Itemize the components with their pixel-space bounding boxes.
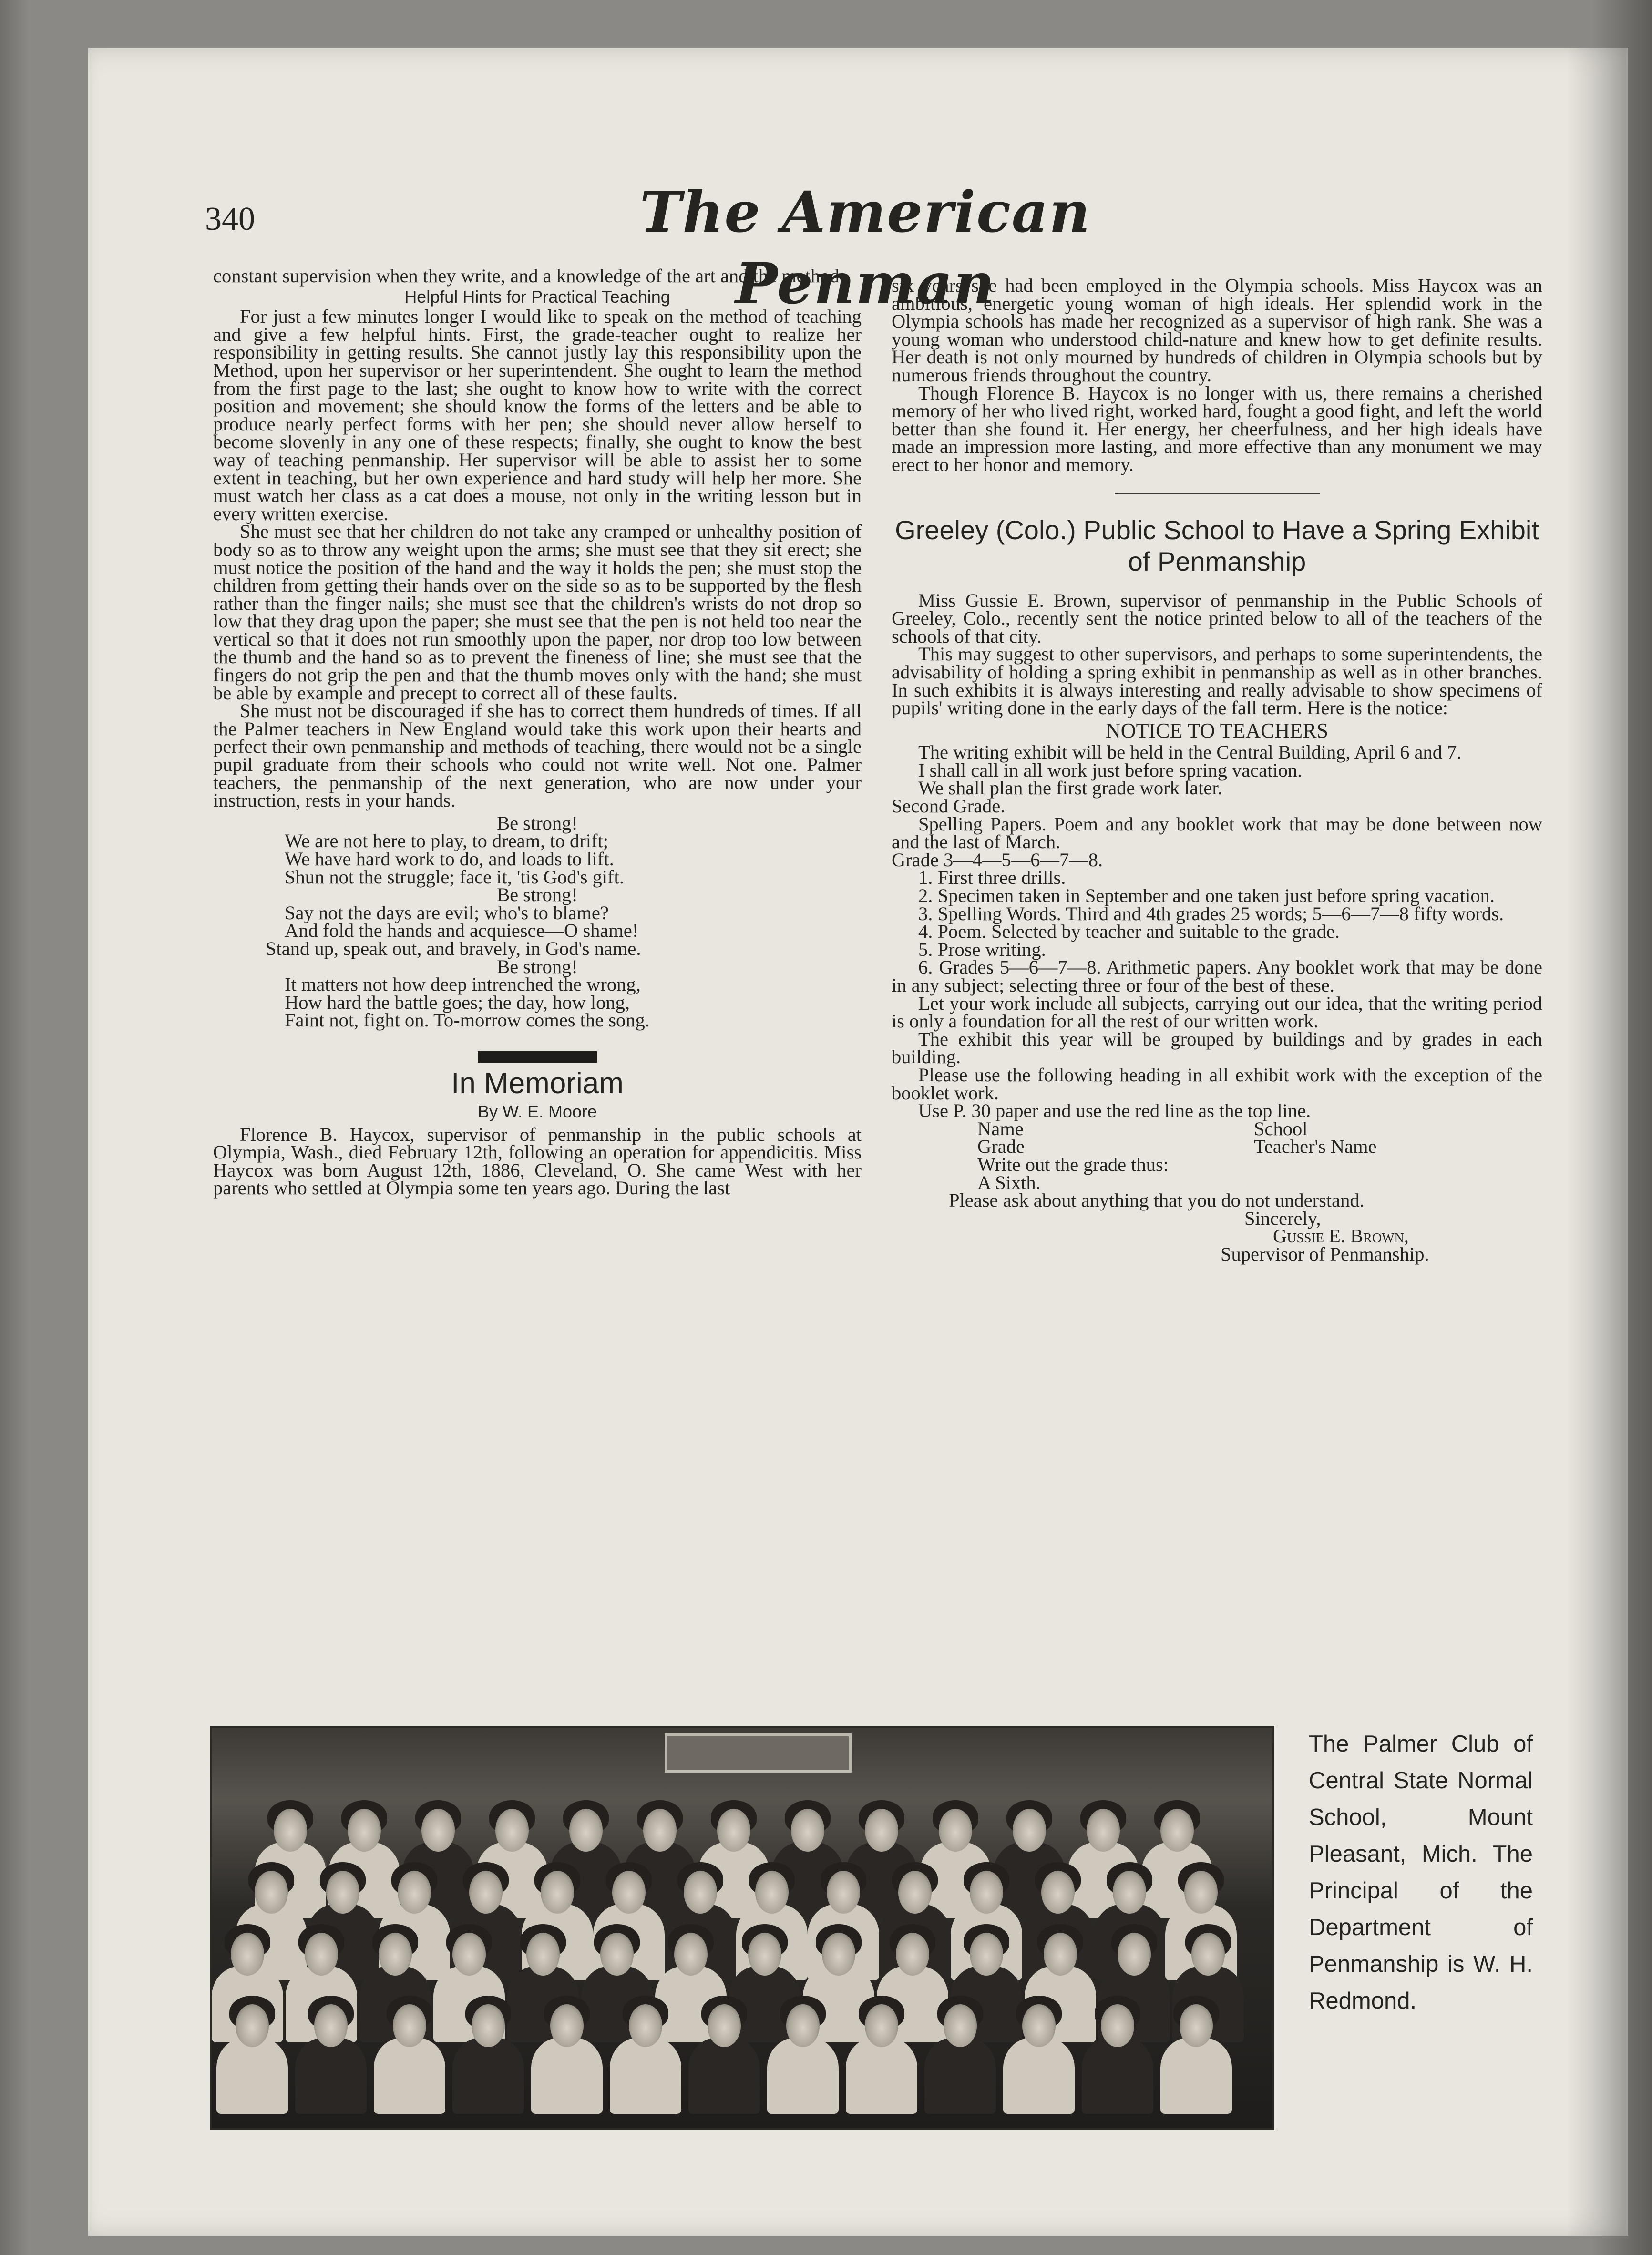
- right-column: [892, 277, 1542, 1263]
- photo-person-face: [326, 1871, 359, 1914]
- notice-line: The writing exhibit will be held in the Central Building, April 6 and 7.: [918, 741, 1462, 763]
- photo-person-face: [708, 2004, 741, 2047]
- notice-line: Second Grade.: [892, 795, 1006, 817]
- poem-line: And fold the hands and acquiesce—O shame!: [285, 920, 639, 942]
- greeley-paragraph-2: This may suggest to other supervisors, and perhaps to some superintendents, the advisability of holding a spring exhibit in penmanship as well as in other branches. In such exhibits it is always interesting and really advisable to show specimens of pupils' writing done in the early days of the fall term. Here is the notice:: [892, 643, 1542, 719]
- section-divider: [478, 1051, 597, 1063]
- notice-line: Write out the grade thus:: [977, 1153, 1169, 1175]
- photo-person-face: [674, 1933, 708, 1976]
- section-divider: [1115, 493, 1320, 494]
- photo-person-body: [452, 2038, 524, 2114]
- photo-person-face: [643, 1809, 677, 1852]
- poem-line: Shun not the struggle; face it, 'tis God's gift.: [285, 866, 625, 888]
- photo-person-face: [348, 1809, 381, 1852]
- photo-person-body: [1003, 2038, 1075, 2114]
- poem: [213, 814, 862, 1029]
- memoriam-paragraph-2: Though Florence B. Haycox is no longer with us, there remains a cherished memory of her who lived right, worked hard, fought a good fight, and left the world better than she found it. Her energy, her cheerfulness, and her high ideals have made an impression more lasting, and more effective than any monument we may erect to her honor and memory.: [892, 382, 1542, 475]
- photo-person-face: [274, 1809, 307, 1852]
- photo-person-face: [629, 2004, 662, 2047]
- photo-person-face: [822, 1933, 855, 1976]
- photo-caption: The Palmer Club of Central State Normal School, Mount Pleasant, Mich. The Principal of the Department of Penmanship is W. H. Redmond.: [1309, 1731, 1533, 2014]
- photo-person-face: [612, 1871, 646, 1914]
- photo-person-face: [1087, 1809, 1120, 1852]
- heading-fields: [892, 1138, 1542, 1156]
- photo-person-face: [236, 2004, 269, 2047]
- photo-person-face: [896, 1933, 929, 1976]
- notice-line: 1. First three drills.: [918, 867, 1066, 889]
- photo-person-body: [374, 2038, 445, 2114]
- photo-person-face: [421, 1809, 455, 1852]
- photo-person-face: [755, 1871, 789, 1914]
- photo-person-face: [786, 2004, 820, 2047]
- memoriam-continued: six years she had been employed in the Olympia schools. Miss Haycox was an ambitious, energetic young woman of high ideals. Her splendid work in the Olympia schools has made her recognized as a supervisor of high rank. She was a young woman who understood child-nature and knew how to get definite results. Her death is not only mourned by hundreds of children in Olympia schools but by numerous friends throughout the country.: [892, 275, 1542, 386]
- photo-person-face: [314, 2004, 348, 2047]
- photo-person-face: [452, 1933, 486, 1976]
- greeley-paragraph-1: Miss Gussie E. Brown, supervisor of penmanship in the Public Schools of Greeley, Colo., recently sent the notice printed below to all of the teachers of the schools of that city.: [892, 589, 1542, 647]
- photo-person-face: [1041, 1871, 1075, 1914]
- hints-heading: Helpful Hints for Practical Teaching: [404, 287, 670, 307]
- photo-person-face: [748, 1933, 781, 1976]
- poem-refrain: Be strong!: [497, 812, 578, 834]
- photo-person-face: [939, 1809, 972, 1852]
- signature-closing: Sincerely,: [1244, 1207, 1321, 1229]
- photo-person-face: [231, 1933, 264, 1976]
- greeley-heading: Greeley (Colo.) Public School to Have a Spring Exhibit of Penmanship: [895, 514, 1539, 576]
- photo-person-face: [255, 1871, 288, 1914]
- photo-person-face: [472, 2004, 505, 2047]
- poem-line: How hard the battle goes; the day, how long,: [285, 991, 630, 1013]
- photo-person-face: [1160, 1809, 1194, 1852]
- intro-paragraph: constant supervision when they write, and a knowledge of the art and the method.: [213, 265, 844, 287]
- photo-person-body: [1082, 2038, 1153, 2114]
- photo-person-face: [526, 1933, 560, 1976]
- hints-paragraph-3: She must not be discouraged if she has to correct them hundreds of times. If all the Palmer teachers in New England would take this work upon their hearts and perfect their own penmanship and methods of teaching, there would not be a single pupil graduate from their schools who could not write well. Not one. Palmer teachers, the penmanship of the next generation, who are now under your instruction, rests in your hands.: [213, 700, 862, 811]
- photo-person-body: [924, 2038, 996, 2114]
- notice-line: 4. Poem. Selected by teacher and suitable to the grade.: [918, 921, 1340, 943]
- signature-title: Supervisor of Penmanship.: [1221, 1243, 1429, 1265]
- poem-line: It matters not how deep intrenched the wrong,: [285, 974, 641, 995]
- notice-line: Grade 3—4—5—6—7—8.: [892, 849, 1103, 871]
- photo-person-face: [1044, 1933, 1077, 1976]
- photo-person-body: [846, 2038, 917, 2114]
- poem-refrain: Be strong!: [497, 955, 578, 977]
- notice-line: Please use the following heading in all exhibit work with the exception of the booklet work.: [892, 1064, 1542, 1104]
- notice-line: I shall call in all work just before spring vacation.: [918, 759, 1303, 781]
- field-grade: Grade: [977, 1136, 1025, 1158]
- page-number: 340: [205, 201, 255, 237]
- notice-line: 2. Specimen taken in September and one taken just before spring vacation.: [918, 885, 1495, 907]
- left-column: [213, 267, 862, 1197]
- photo-person-face: [717, 1809, 750, 1852]
- poem-refrain: Be strong!: [497, 884, 578, 906]
- photo-person-body: [531, 2038, 603, 2114]
- photo-person-face: [305, 1933, 338, 1976]
- photo-person-body: [610, 2038, 681, 2114]
- photo-person-face: [495, 1809, 529, 1852]
- photo-person-body: [295, 2038, 367, 2114]
- photo-person-body: [688, 2038, 760, 2114]
- notice-line: Spelling Papers. Poem and any booklet work that may be done between now and the last of March.: [892, 813, 1542, 853]
- hints-paragraph-1: For just a few minutes longer I would like to speak on the method of teaching and give a few helpful hints. First, the grade-teacher ought to realize her responsibility in getting results. She cannot justly lay this responsibility upon the Method, upon her supervisor or her superintendent. She ought to learn the method from the first page to the last; she ought to know how to write with the correct position and movement; she should know the forms of the letters and be able to produce nearly perfect forms with her pen; she should never allow herself to become slovenly in any one of these respects; finally, she ought to know the best way of teaching penmanship. Her supervisor will be able to assist her to some extent in teaching, but her own experience and hard study will help her more. She must watch her class as a cat does a mouse, not only in the writing lesson but in every written exercise.: [213, 306, 862, 524]
- memoriam-byline: By W. E. Moore: [477, 1101, 597, 1121]
- photo-person-body: [216, 2038, 288, 2114]
- notice-line: Use P. 30 paper and use the red line as the top line.: [918, 1100, 1311, 1122]
- poem-line: We are not here to play, to dream, to drift;: [285, 830, 608, 852]
- photo-person-face: [1101, 2004, 1134, 2047]
- photo-person-face: [1191, 1933, 1225, 1976]
- photo-person-face: [970, 1871, 1003, 1914]
- photo-person-face: [569, 1809, 603, 1852]
- notice-line: A Sixth.: [977, 1171, 1041, 1193]
- notice-line: Please ask about anything that you do not understand.: [949, 1189, 1365, 1211]
- photo-person-face: [379, 1933, 412, 1976]
- memoriam-paragraph-1: Florence B. Haycox, supervisor of penmanship in the public schools at Olympia, Wash., died February 12th, following an operation for appendicitis. Miss Haycox was born August 12th, 1886, Cleveland, O. She came West with her parents who settled at Olympia some ten years ago. During the last: [213, 1123, 862, 1199]
- notice-line: 5. Prose writing.: [918, 938, 1046, 960]
- photo-person-face: [970, 1933, 1003, 1976]
- masthead-logo: The American Penman: [639, 179, 1091, 317]
- photo-person-face: [398, 1871, 431, 1914]
- photo-person-face: [827, 1871, 860, 1914]
- notice-line: The exhibit this year will be grouped by buildings and by grades in each building.: [892, 1028, 1542, 1068]
- photo-person-face: [865, 2004, 898, 2047]
- photo-person-face: [944, 2004, 977, 2047]
- photo-person-face: [898, 1871, 932, 1914]
- field-school: School: [1254, 1117, 1308, 1139]
- poem-line: Stand up, speak out, and bravely, in God's name.: [266, 937, 641, 959]
- photo-person-face: [1180, 2004, 1213, 2047]
- notice-line: 3. Spelling Words. Third and 4th grades 25 words; 5—6—7—8 fifty words.: [918, 902, 1504, 924]
- notice-line: Let your work include all subjects, carrying out our idea, that the writing period is only a foundation for all the rest of our written work.: [892, 992, 1542, 1032]
- notice-line: 6. Grades 5—6—7—8. Arithmetic papers. Any booklet work that may be done in any subject; selecting three or four of the best of these.: [892, 956, 1542, 996]
- photo-person-face: [1184, 1871, 1218, 1914]
- signature-name: Gussie E. Brown,: [1273, 1225, 1409, 1247]
- hints-paragraph-2: She must see that her children do not take any cramped or unhealthy position of body so as to throw any weight upon the arms; she must see that they sit erect; she must notice the position of the hand and the way it holds the pen; she must stop the children from getting their hands over on the side so as to be supported by the flesh rather than the finger nails; she must see that the children's wrists do not drop so low that they drag upon the paper; she must see that the pen is not held too near the vertical so that it does not run smoothly upon the paper, nor drop too low between the thumb and the hand so as to prevent the fineness of line; she must see that the fingers do not grip the pen and that the thumb moves only with the hand; she must be able by example and precept to correct all of these faults.: [213, 521, 862, 704]
- group-photograph: [210, 1726, 1274, 2130]
- photo-person-face: [550, 2004, 584, 2047]
- photo-person-face: [1113, 1871, 1146, 1914]
- photo-wall-frame: [665, 1733, 852, 1773]
- photo-person-face: [600, 1933, 634, 1976]
- notice-title: NOTICE TO TEACHERS: [1106, 718, 1328, 742]
- memoriam-heading: In Memoriam: [451, 1066, 624, 1100]
- photo-person-body: [767, 2038, 839, 2114]
- field-teacher: Teacher's Name: [1254, 1136, 1377, 1158]
- photo-person-face: [1118, 1933, 1151, 1976]
- notice-line: We shall plan the first grade work later.: [918, 777, 1222, 799]
- poem-line: Say not the days are evil; who's to blame?: [285, 902, 609, 923]
- photo-person-body: [1160, 2038, 1232, 2114]
- heading-fields: [892, 1117, 1542, 1139]
- photo-person-face: [865, 1809, 898, 1852]
- page-spine-shadow: [1566, 48, 1628, 2236]
- photo-person-face: [469, 1871, 503, 1914]
- poem-line: Faint not, fight on. To-morrow comes the song.: [285, 1009, 650, 1031]
- photo-person-face: [1013, 1809, 1046, 1852]
- photo-person-face: [791, 1809, 824, 1852]
- field-name: Name: [977, 1117, 1024, 1139]
- photo-person-face: [541, 1871, 574, 1914]
- photo-person-face: [393, 2004, 426, 2047]
- poem-line: We have hard work to do, and loads to lift.: [285, 848, 614, 870]
- photo-person-face: [684, 1871, 717, 1914]
- photo-person-face: [1022, 2004, 1056, 2047]
